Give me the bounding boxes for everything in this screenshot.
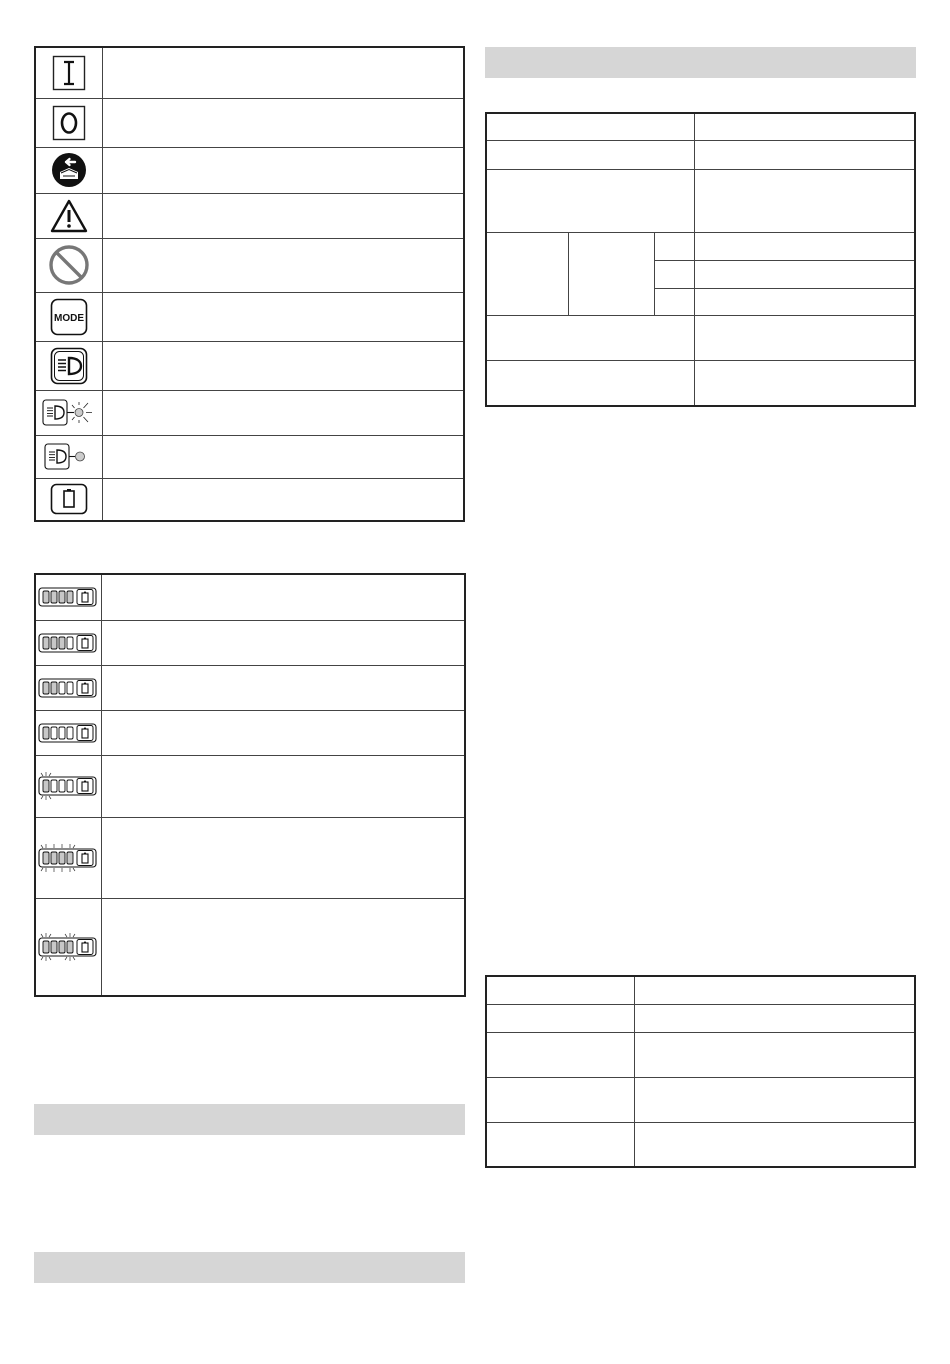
off-switch-icon [35,98,102,147]
info-value [634,1122,915,1167]
spec-row [486,232,915,260]
symbol-row [35,47,464,98]
info-header-cell [634,976,915,1004]
battery-3-bars-icon [35,620,101,665]
battery-level-description [101,817,465,898]
spec-row [486,360,915,406]
spec-row [486,315,915,360]
info-label [486,1004,634,1032]
symbol-row [35,98,464,147]
battery-all-bars-blinking-icon [35,817,101,898]
warning-triangle-icon [35,193,102,238]
symbol-row [35,193,464,238]
info-header-cell [486,976,634,1004]
spec-row [486,140,915,169]
battery-level-row [35,620,465,665]
spec-level-value [694,288,915,315]
info-label [486,1032,634,1077]
symbol-row [35,292,464,341]
spec-label [486,169,694,232]
battery-level-table [34,573,466,997]
battery-4-bars-icon [35,574,101,620]
headlight-indicator-on-icon [35,390,102,435]
spec-header-cell [486,113,694,140]
spec-label [486,315,694,360]
battery-level-row [35,817,465,898]
symbol-row [35,390,464,435]
symbol-description [102,47,464,98]
battery-level-row [35,898,465,996]
spec-value [694,140,915,169]
spec-level-label [654,288,694,315]
info-header-row [486,976,915,1004]
info-value [634,1077,915,1122]
symbol-description [102,147,464,193]
battery-icon [35,478,102,521]
symbols-table [34,46,465,522]
battery-level-description [101,898,465,996]
symbol-description [102,478,464,521]
symbol-row [35,435,464,478]
symbol-row [35,147,464,193]
info-row [486,1004,915,1032]
symbol-description [102,390,464,435]
info-row [486,1032,915,1077]
symbol-description [102,238,464,292]
spec-value [694,169,915,232]
info-value [634,1004,915,1032]
section-heading-bar [34,1252,465,1283]
spec-header-cell [694,113,915,140]
spec-row [486,169,915,232]
symbol-description [102,435,464,478]
symbol-description [102,292,464,341]
info-label [486,1077,634,1122]
spec-level-label [654,232,694,260]
spec-level-value [694,260,915,288]
symbol-description [102,193,464,238]
symbol-description [102,341,464,390]
battery-level-row [35,710,465,755]
battery-level-row [35,665,465,710]
info-value [634,1032,915,1077]
battery-level-row [35,574,465,620]
spec-value [694,315,915,360]
info-table [485,975,916,1168]
prohibited-icon [35,238,102,292]
info-row [486,1122,915,1167]
info-label [486,1122,634,1167]
spec-group-label [486,232,568,315]
section-heading-bar [485,47,916,78]
battery-outer-bars-blinking-icon [35,898,101,996]
battery-1-bar-blinking-icon [35,755,101,817]
battery-level-description [101,755,465,817]
spec-level-value [694,232,915,260]
spec-header-row [486,113,915,140]
spec-label [486,360,694,406]
battery-level-description [101,665,465,710]
symbol-row [35,341,464,390]
battery-2-bars-icon [35,665,101,710]
headlight-button-icon [35,341,102,390]
section-heading-bar [34,1104,465,1135]
symbol-row [35,238,464,292]
on-switch-icon [35,47,102,98]
battery-level-description [101,574,465,620]
battery-level-row [35,755,465,817]
spec-table [485,112,916,407]
battery-1-bar-icon [35,710,101,755]
mode-button-icon [35,292,102,341]
headlight-indicator-off-icon [35,435,102,478]
info-row [486,1077,915,1122]
spec-label [486,140,694,169]
symbol-row [35,478,464,521]
spec-value [694,360,915,406]
spec-level-label [654,260,694,288]
spec-group-sublabel [568,232,654,315]
battery-level-description [101,710,465,755]
battery-level-description [101,620,465,665]
mode-icon-label: MODE [53,312,84,324]
symbol-description [102,98,464,147]
read-manual-icon [35,147,102,193]
